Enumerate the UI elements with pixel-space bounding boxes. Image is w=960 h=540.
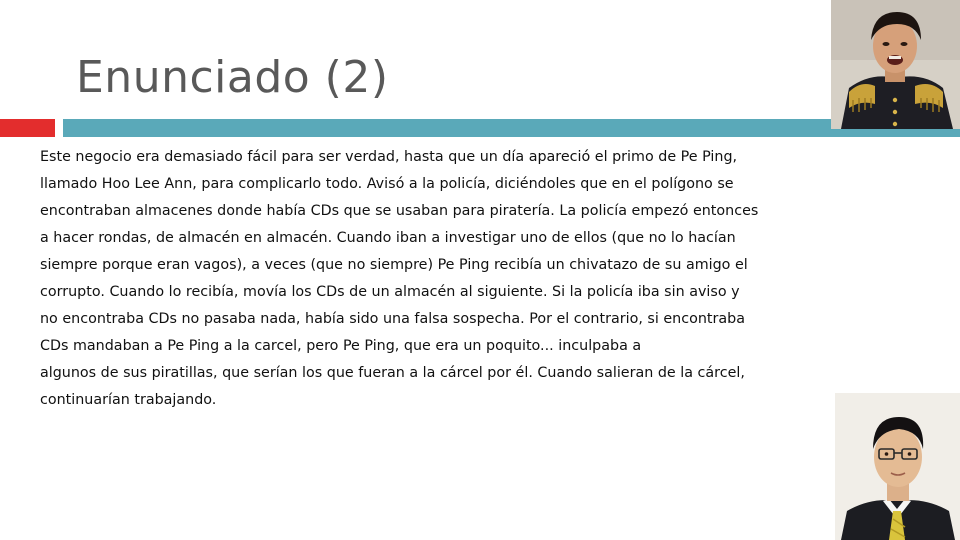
character-photo-top: [831, 0, 960, 129]
body-line: corrupto. Cuando lo recibía, movía los CDs de un almacén al siguiente. Si la policía iba sin aviso y: [40, 284, 740, 300]
title-rule-red: [0, 119, 55, 137]
body-line: encontraban almacenes donde había CDs que se usaban para piratería. La policía empezó entonces: [40, 203, 759, 219]
character-photo-bottom: [835, 393, 960, 540]
body-line: Este negocio era demasiado fácil para ser verdad, hasta que un día apareció el primo de Pe Ping,: [40, 149, 738, 165]
body-text: [40, 144, 820, 414]
slide-title: Enunciado (2): [76, 52, 389, 103]
body-line: algunos de sus piratillas, que serían los que fueran a la cárcel por él. Cuando salieran de la cárcel,: [40, 365, 745, 381]
body-line: CDs mandaban a Pe Ping a la carcel, pero Pe Ping, que era un poquito... inculpaba a: [40, 338, 642, 354]
body-line: llamado Hoo Lee Ann, para complicarlo todo. Avisó a la policía, diciéndoles que en el polígono se: [40, 176, 734, 192]
body-line: continuarían trabajando.: [40, 392, 217, 408]
body-line: siempre porque eran vagos), a veces (que no siempre) Pe Ping recibía un chivatazo de su amigo el: [40, 257, 748, 273]
title-rule-teal: [63, 119, 960, 137]
body-line: no encontraba CDs no pasaba nada, había sido una falsa sospecha. Por el contrario, si encontraba: [40, 311, 745, 327]
body-line: a hacer rondas, de almacén en almacén. Cuando iban a investigar uno de ellos (que no lo hacían: [40, 230, 736, 246]
